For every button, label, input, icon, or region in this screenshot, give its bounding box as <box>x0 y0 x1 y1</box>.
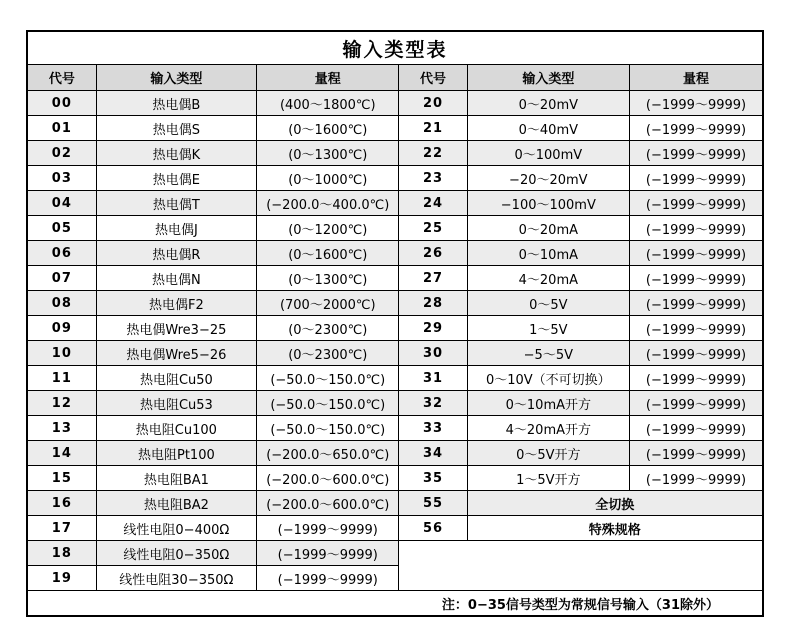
table-row <box>28 166 762 191</box>
cell-left-type: 热电偶J <box>96 216 256 241</box>
cell-left-type: 热电偶K <box>96 141 256 166</box>
table-row <box>28 191 762 216</box>
cell-right-empty <box>399 541 762 566</box>
cell-left-code: 06 <box>28 241 96 266</box>
cell-right-code: 24 <box>399 191 467 216</box>
cell-right-range: (−1999～9999) <box>630 316 762 341</box>
cell-right-code: 23 <box>399 166 467 191</box>
header-right-code: 代号 <box>399 65 467 91</box>
cell-left-range: (−50.0～150.0℃) <box>257 366 399 391</box>
header-left-type: 输入类型 <box>96 65 256 91</box>
input-type-table <box>28 32 762 615</box>
table-row <box>28 266 762 291</box>
cell-right-range: (−1999～9999) <box>630 266 762 291</box>
cell-left-type: 热电偶E <box>96 166 256 191</box>
cell-left-range: (0～1000℃) <box>257 166 399 191</box>
cell-right-code: 34 <box>399 441 467 466</box>
cell-left-code: 04 <box>28 191 96 216</box>
cell-right-type: −100～100mV <box>467 191 629 216</box>
cell-right-range: (−1999～9999) <box>630 241 762 266</box>
table-row <box>28 491 762 516</box>
cell-right-type: 0～20mV <box>467 91 629 116</box>
cell-right-code: 27 <box>399 266 467 291</box>
cell-left-range: (0～2300℃) <box>257 316 399 341</box>
header-left-range: 量程 <box>257 65 399 91</box>
cell-right-type: 1～5V开方 <box>467 466 629 491</box>
cell-left-type: 热电偶N <box>96 266 256 291</box>
cell-left-code: 11 <box>28 366 96 391</box>
table-title-row <box>28 32 762 65</box>
cell-left-range: (700～2000℃) <box>257 291 399 316</box>
cell-right-code: 55 <box>399 491 467 516</box>
cell-right-type: 0～10V（不可切换） <box>467 366 629 391</box>
cell-right-type: 0～10mA开方 <box>467 391 629 416</box>
cell-left-type: 热电阻Cu100 <box>96 416 256 441</box>
cell-left-range: (0～2300℃) <box>257 341 399 366</box>
cell-right-code: 21 <box>399 116 467 141</box>
cell-left-type: 热电偶T <box>96 191 256 216</box>
cell-left-type: 热电偶Wre5−26 <box>96 341 256 366</box>
cell-right-empty <box>399 566 762 591</box>
cell-left-code: 08 <box>28 291 96 316</box>
cell-left-range: (400～1800℃) <box>257 91 399 116</box>
cell-right-range: (−1999～9999) <box>630 141 762 166</box>
cell-right-type: 全切换 <box>467 491 762 516</box>
table-row <box>28 366 762 391</box>
table-note-row <box>28 591 762 616</box>
table-row <box>28 541 762 566</box>
cell-left-range: (0～1200℃) <box>257 216 399 241</box>
cell-right-type: −20～20mV <box>467 166 629 191</box>
cell-right-range: (−1999～9999) <box>630 191 762 216</box>
cell-left-code: 03 <box>28 166 96 191</box>
cell-left-range: (0～1300℃) <box>257 141 399 166</box>
table-row <box>28 466 762 491</box>
cell-right-range: (−1999～9999) <box>630 291 762 316</box>
cell-right-range: (−1999～9999) <box>630 216 762 241</box>
table-row <box>28 141 762 166</box>
cell-right-type: 1～5V <box>467 316 629 341</box>
cell-left-type: 线性电阻0−350Ω <box>96 541 256 566</box>
table-row <box>28 416 762 441</box>
cell-left-range: (0～1600℃) <box>257 116 399 141</box>
cell-left-code: 13 <box>28 416 96 441</box>
cell-left-range: (−1999～9999) <box>257 516 399 541</box>
cell-right-code: 26 <box>399 241 467 266</box>
cell-right-code: 31 <box>399 366 467 391</box>
input-type-table-container <box>26 30 764 617</box>
table-row <box>28 216 762 241</box>
table-row <box>28 341 762 366</box>
cell-left-type: 热电偶F2 <box>96 291 256 316</box>
cell-right-range: (−1999～9999) <box>630 416 762 441</box>
cell-right-code: 25 <box>399 216 467 241</box>
cell-right-code: 30 <box>399 341 467 366</box>
cell-left-range: (−200.0～600.0℃) <box>257 466 399 491</box>
cell-left-range: (−1999～9999) <box>257 566 399 591</box>
cell-left-range: (−1999～9999) <box>257 541 399 566</box>
cell-left-range: (−200.0～400.0℃) <box>257 191 399 216</box>
cell-left-range: (−50.0～150.0℃) <box>257 416 399 441</box>
cell-right-type: 0～5V开方 <box>467 441 629 466</box>
table-row <box>28 516 762 541</box>
header-right-range: 量程 <box>630 65 762 91</box>
cell-left-code: 00 <box>28 91 96 116</box>
cell-left-range: (0～1600℃) <box>257 241 399 266</box>
cell-left-range: (0～1300℃) <box>257 266 399 291</box>
page-title: 输入类型表 <box>28 32 762 65</box>
cell-left-code: 02 <box>28 141 96 166</box>
cell-right-type: 4～20mA开方 <box>467 416 629 441</box>
cell-left-code: 09 <box>28 316 96 341</box>
cell-left-type: 热电偶B <box>96 91 256 116</box>
cell-right-code: 56 <box>399 516 467 541</box>
table-row <box>28 116 762 141</box>
cell-right-code: 29 <box>399 316 467 341</box>
table-row <box>28 91 762 116</box>
cell-right-range: (−1999～9999) <box>630 366 762 391</box>
cell-right-range: (−1999～9999) <box>630 466 762 491</box>
cell-left-code: 01 <box>28 116 96 141</box>
cell-left-type: 热电阻BA1 <box>96 466 256 491</box>
cell-right-code: 28 <box>399 291 467 316</box>
cell-left-range: (−50.0～150.0℃) <box>257 391 399 416</box>
cell-left-code: 07 <box>28 266 96 291</box>
table-row <box>28 241 762 266</box>
header-left-code: 代号 <box>28 65 96 91</box>
header-right-type: 输入类型 <box>467 65 629 91</box>
cell-left-code: 19 <box>28 566 96 591</box>
cell-left-code: 18 <box>28 541 96 566</box>
cell-left-code: 14 <box>28 441 96 466</box>
cell-left-type: 线性电阻0−400Ω <box>96 516 256 541</box>
cell-left-type: 热电偶Wre3−25 <box>96 316 256 341</box>
cell-right-code: 33 <box>399 416 467 441</box>
cell-left-type: 热电阻Cu50 <box>96 366 256 391</box>
note-row-blank <box>28 591 399 616</box>
cell-left-type: 热电偶R <box>96 241 256 266</box>
table-row <box>28 566 762 591</box>
cell-left-code: 16 <box>28 491 96 516</box>
cell-left-range: (−200.0～600.0℃) <box>257 491 399 516</box>
cell-right-range: (−1999～9999) <box>630 391 762 416</box>
cell-right-type: 4～20mA <box>467 266 629 291</box>
cell-left-code: 15 <box>28 466 96 491</box>
cell-left-code: 10 <box>28 341 96 366</box>
cell-left-type: 热电阻Pt100 <box>96 441 256 466</box>
cell-right-type: 0～100mV <box>467 141 629 166</box>
cell-left-code: 12 <box>28 391 96 416</box>
cell-right-code: 22 <box>399 141 467 166</box>
cell-right-type: 0～5V <box>467 291 629 316</box>
cell-right-range: (−1999～9999) <box>630 166 762 191</box>
cell-right-code: 20 <box>399 91 467 116</box>
cell-right-range: (−1999～9999) <box>630 91 762 116</box>
cell-right-type: 0～40mV <box>467 116 629 141</box>
cell-right-code: 35 <box>399 466 467 491</box>
cell-right-range: (−1999～9999) <box>630 116 762 141</box>
cell-left-type: 热电阻Cu53 <box>96 391 256 416</box>
cell-right-range: (−1999～9999) <box>630 441 762 466</box>
table-row <box>28 391 762 416</box>
cell-right-code: 32 <box>399 391 467 416</box>
table-row <box>28 441 762 466</box>
cell-left-range: (−200.0～650.0℃) <box>257 441 399 466</box>
table-note: 注：0−35信号类型为常规信号输入（31除外） <box>399 591 762 616</box>
cell-left-type: 线性电阻30−350Ω <box>96 566 256 591</box>
table-row <box>28 291 762 316</box>
cell-right-type: −5～5V <box>467 341 629 366</box>
cell-right-range: (−1999～9999) <box>630 341 762 366</box>
cell-left-code: 05 <box>28 216 96 241</box>
table-header-row <box>28 65 762 91</box>
cell-right-type: 0～20mA <box>467 216 629 241</box>
cell-left-type: 热电阻BA2 <box>96 491 256 516</box>
cell-right-type: 特殊规格 <box>467 516 762 541</box>
table-row <box>28 316 762 341</box>
cell-left-code: 17 <box>28 516 96 541</box>
cell-right-type: 0～10mA <box>467 241 629 266</box>
cell-left-type: 热电偶S <box>96 116 256 141</box>
